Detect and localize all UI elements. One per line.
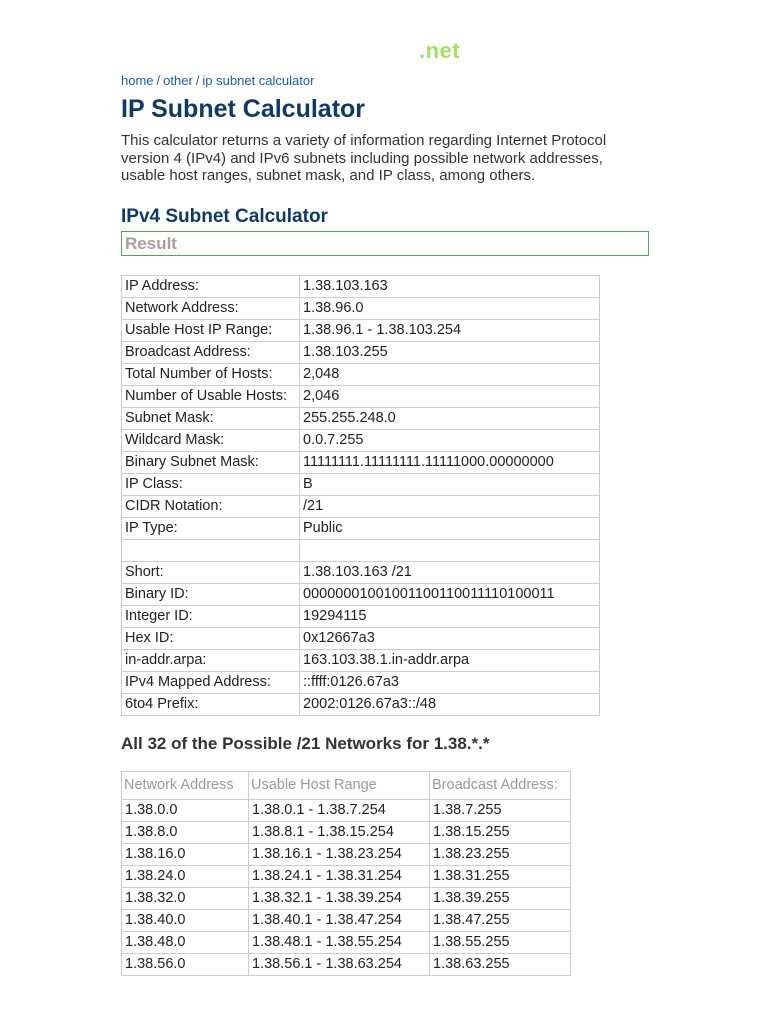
site-logo[interactable]: .net [419,38,461,63]
result-label: IP Type: [122,517,300,539]
ipv4-section-heading: IPv4 Subnet Calculator [121,205,328,227]
result-value: 1.38.96.0 [300,297,600,319]
result-row [122,583,600,605]
column-header-network-address: Network Address [122,771,249,799]
networks-heading: All 32 of the Possible /21 Networks for 1.38.*.* [121,733,490,753]
usable-host-range-cell: 1.38.48.1 - 1.38.55.254 [249,931,430,953]
result-row [122,473,600,495]
broadcast-address-cell: 1.38.47.255 [430,909,571,931]
result-value: 2,046 [300,385,600,407]
result-label: Hex ID: [122,627,300,649]
result-label [122,539,300,561]
result-row [122,297,600,319]
usable-host-range-cell: 1.38.24.1 - 1.38.31.254 [249,865,430,887]
breadcrumb [121,72,681,90]
broadcast-address-cell: 1.38.39.255 [430,887,571,909]
usable-host-range-cell: 1.38.8.1 - 1.38.15.254 [249,821,430,843]
network-address-cell: 1.38.24.0 [122,865,249,887]
network-row [122,821,571,843]
network-address-cell: 1.38.32.0 [122,887,249,909]
result-label: Binary Subnet Mask: [122,451,300,473]
network-address-cell: 1.38.56.0 [122,953,249,975]
usable-host-range-cell: 1.38.40.1 - 1.38.47.254 [249,909,430,931]
result-row [122,385,600,407]
result-value: ::ffff:0126.67a3 [300,671,600,693]
result-row [122,429,600,451]
result-value: 163.103.38.1.in-addr.arpa [300,649,600,671]
intro-text: This calculator returns a variety of information regarding Internet Protocol version 4 (IPv4) and IPv6 subnets including possible network addresses, usable host ranges, subnet mask, and IP class, among others. [121,132,607,184]
network-row [122,843,571,865]
result-label: IP Address: [122,275,300,297]
network-row [122,865,571,887]
result-label: Wildcard Mask: [122,429,300,451]
result-value: 0x12667a3 [300,627,600,649]
result-row [122,671,600,693]
network-address-cell: 1.38.48.0 [122,931,249,953]
result-row [122,319,600,341]
result-label: Usable Host IP Range: [122,319,300,341]
result-row [122,495,600,517]
network-row [122,887,571,909]
result-row [122,561,600,583]
result-value: B [300,473,600,495]
breadcrumb-other-link[interactable]: other [163,73,193,88]
result-label: Number of Usable Hosts: [122,385,300,407]
result-value: 2,048 [300,363,600,385]
network-row [122,799,571,821]
result-value: 255.255.248.0 [300,407,600,429]
usable-host-range-cell: 1.38.56.1 - 1.38.63.254 [249,953,430,975]
result-label: CIDR Notation: [122,495,300,517]
breadcrumb-separator: / [156,73,161,88]
networks-table [121,771,571,976]
result-value: 1.38.103.163 /21 [300,561,600,583]
broadcast-address-cell: 1.38.63.255 [430,953,571,975]
breadcrumb-separator: / [195,73,200,88]
result-label: IPv4 Mapped Address: [122,671,300,693]
result-row [122,275,600,297]
result-value: 1.38.103.163 [300,275,600,297]
network-row [122,909,571,931]
result-label: Integer ID: [122,605,300,627]
result-value: 19294115 [300,605,600,627]
result-label: Network Address: [122,297,300,319]
broadcast-address-cell: 1.38.55.255 [430,931,571,953]
result-row [122,539,600,561]
result-label: 6to4 Prefix: [122,693,300,715]
breadcrumb-current-link[interactable]: ip subnet calculator [202,73,315,88]
result-value: 11111111.11111111.11111000.00000000 [300,451,600,473]
result-value [300,539,600,561]
result-value: 00000001001001100110011110100011 [300,583,600,605]
result-value: 1.38.96.1 - 1.38.103.254 [300,319,600,341]
result-row [122,517,600,539]
result-value: 2002:0126.67a3::/48 [300,693,600,715]
result-value: 1.38.103.255 [300,341,600,363]
result-row [122,363,600,385]
result-table [121,275,600,716]
network-row [122,953,571,975]
broadcast-address-cell: 1.38.23.255 [430,843,571,865]
network-address-cell: 1.38.8.0 [122,821,249,843]
result-row [122,693,600,715]
column-header-usable-host-range: Usable Host Range [249,771,430,799]
result-label: Binary ID: [122,583,300,605]
result-label: Subnet Mask: [122,407,300,429]
result-row [122,407,600,429]
network-address-cell: 1.38.40.0 [122,909,249,931]
usable-host-range-cell: 1.38.32.1 - 1.38.39.254 [249,887,430,909]
result-header: Result [121,231,649,256]
usable-host-range-cell: 1.38.0.1 - 1.38.7.254 [249,799,430,821]
result-label: Short: [122,561,300,583]
page-title: IP Subnet Calculator [121,95,366,123]
result-row [122,341,600,363]
networks-header-row [122,771,571,799]
network-row [122,931,571,953]
result-label: Total Number of Hosts: [122,363,300,385]
result-value: Public [300,517,600,539]
breadcrumb-home-link[interactable]: home [121,73,154,88]
result-label: IP Class: [122,473,300,495]
network-address-cell: 1.38.16.0 [122,843,249,865]
broadcast-address-cell: 1.38.7.255 [430,799,571,821]
broadcast-address-cell: 1.38.31.255 [430,865,571,887]
result-label: in-addr.arpa: [122,649,300,671]
result-value: /21 [300,495,600,517]
result-row [122,605,600,627]
broadcast-address-cell: 1.38.15.255 [430,821,571,843]
network-address-cell: 1.38.0.0 [122,799,249,821]
result-row [122,451,600,473]
result-value: 0.0.7.255 [300,429,600,451]
main-content [121,72,681,976]
usable-host-range-cell: 1.38.16.1 - 1.38.23.254 [249,843,430,865]
result-row [122,649,600,671]
result-row [122,627,600,649]
column-header-broadcast-address: Broadcast Address: [430,771,571,799]
result-label: Broadcast Address: [122,341,300,363]
